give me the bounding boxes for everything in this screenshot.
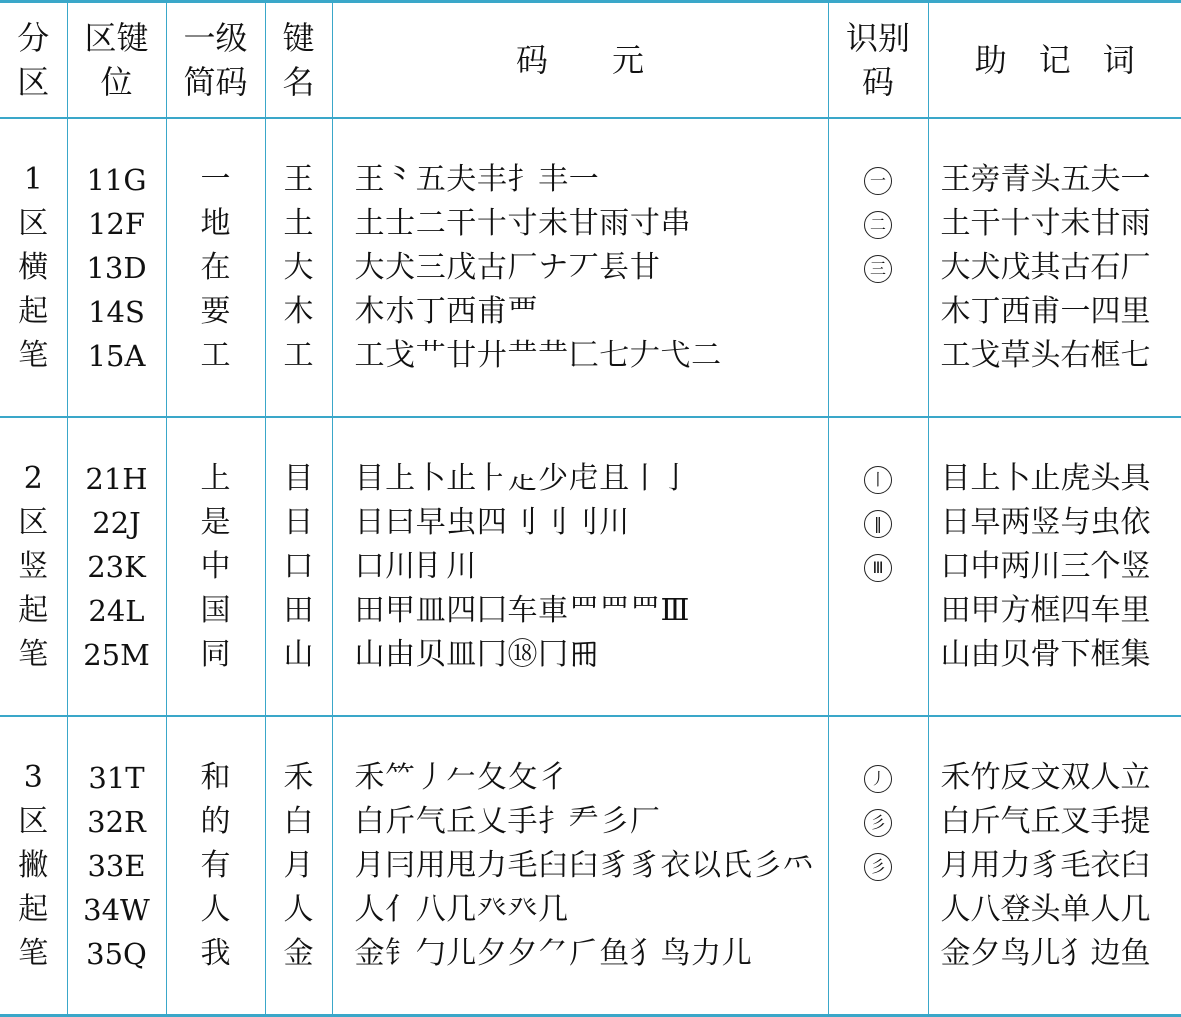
id-code-line (829, 457, 928, 501)
circled-id-code: 一 (864, 167, 892, 195)
code-elements-line: 工戈艹廿廾龷龷匚七𠂇弋二 (333, 334, 828, 378)
key-position-line: 21H (68, 457, 166, 501)
code-elements-line: 田甲皿四囗车車罒罒罒Ⅲ (333, 589, 828, 633)
zone-line: 横 (0, 246, 67, 290)
id-code-line (829, 633, 928, 677)
key-position-line: 11G (68, 158, 166, 202)
level1-code-line: 有 (167, 844, 265, 888)
key-name-cell (265, 716, 332, 1016)
level1-code-line: 人 (167, 888, 265, 932)
zone-line: 区 (0, 501, 67, 545)
id-code-line (829, 756, 928, 800)
key-position-line: 22J (68, 501, 166, 545)
code-elements-line: 目上卜止⺊龰少虍且丨亅 (333, 457, 828, 501)
key-position-line: 24L (68, 589, 166, 633)
level1-code-line: 的 (167, 800, 265, 844)
header-code-elements: 码 元 (332, 2, 828, 119)
circled-id-code: 二 (864, 211, 892, 239)
id-code-line (829, 202, 928, 246)
key-name-line: 目 (266, 457, 332, 501)
code-elements-cell (332, 716, 828, 1016)
circled-id-code: ‖ (864, 510, 892, 538)
level1-code-line: 国 (167, 589, 265, 633)
table-row (0, 417, 1181, 716)
key-name-line: 白 (266, 800, 332, 844)
mnemonic-line: 人八登头单人几 (929, 888, 1181, 932)
header-level1-code: 一级 简码 (166, 2, 265, 119)
key-position-line: 34W (68, 888, 166, 932)
header-row (0, 2, 1181, 119)
mnemonic-line: 王旁青头五夫一 (929, 158, 1181, 202)
zone-line: 撇 (0, 844, 67, 888)
table-body (0, 118, 1181, 1016)
key-name-line: 日 (266, 501, 332, 545)
key-name-line: 工 (266, 334, 332, 378)
zone-cell (0, 417, 67, 716)
key-name-line: 山 (266, 633, 332, 677)
key-position-line: 12F (68, 202, 166, 246)
level1-code-cell (166, 417, 265, 716)
level1-code-line: 同 (167, 633, 265, 677)
mnemonic-cell (928, 118, 1181, 417)
zone-line: 竖 (0, 545, 67, 589)
zone-line: 笔 (0, 932, 67, 976)
mnemonic-cell (928, 716, 1181, 1016)
key-name-cell (265, 118, 332, 417)
code-elements-line: 山由贝皿冂⑱冂𠕁 (333, 633, 828, 677)
zone-line: 笔 (0, 633, 67, 677)
header-key-position: 区键 位 (67, 2, 166, 119)
id-code-cell (828, 716, 928, 1016)
key-position-line: 35Q (68, 932, 166, 976)
key-position-cell (67, 118, 166, 417)
zone-cell (0, 716, 67, 1016)
mnemonic-line: 日早两竖与虫依 (929, 501, 1181, 545)
id-code-line (829, 334, 928, 378)
mnemonic-line: 禾竹反文双人立 (929, 756, 1181, 800)
level1-code-line: 要 (167, 290, 265, 334)
code-elements-line: 月冃用甩力毛臼臼豸豸衣以氏彡⺤ (333, 844, 828, 888)
key-position-line: 23K (68, 545, 166, 589)
id-code-line (829, 589, 928, 633)
key-name-cell (265, 417, 332, 716)
mnemonic-line: 山由贝骨下框集 (929, 633, 1181, 677)
key-position-cell (67, 417, 166, 716)
code-elements-cell (332, 118, 828, 417)
mnemonic-cell (928, 417, 1181, 716)
level1-code-line: 上 (167, 457, 265, 501)
code-elements-line: 大犬三戊古厂ナ丆镸甘 (333, 246, 828, 290)
mnemonic-line: 金夕鸟儿犭边鱼 (929, 932, 1181, 976)
id-code-line (829, 932, 928, 976)
id-code-line (829, 545, 928, 589)
id-code-line (829, 158, 928, 202)
level1-code-cell (166, 118, 265, 417)
zone-line: 1 (0, 158, 67, 202)
mnemonic-line: 月用力豸毛衣臼 (929, 844, 1181, 888)
id-code-line (829, 290, 928, 334)
key-name-line: 人 (266, 888, 332, 932)
key-position-line: 32R (68, 800, 166, 844)
zone-line: 起 (0, 589, 67, 633)
zone-line: 起 (0, 888, 67, 932)
code-elements-line: 禾⺮丿𠂉夂攵彳 (333, 756, 828, 800)
id-code-line (829, 501, 928, 545)
zone-line: 笔 (0, 334, 67, 378)
code-elements-line: 王⺀五夫丰扌丰一 (333, 158, 828, 202)
id-code-line (829, 246, 928, 290)
circled-id-code: 丿 (864, 765, 892, 793)
code-elements-line: 日曰早虫四刂刂刂川 (333, 501, 828, 545)
key-name-line: 土 (266, 202, 332, 246)
key-position-line: 33E (68, 844, 166, 888)
code-elements-line: 人亻八几癶癶几 (333, 888, 828, 932)
key-position-line: 31T (68, 756, 166, 800)
mnemonic-line: 土干十寸未甘雨 (929, 202, 1181, 246)
level1-code-line: 一 (167, 158, 265, 202)
zone-line: 3 (0, 756, 67, 800)
header-id-code: 识别 码 (828, 2, 928, 119)
level1-code-line: 中 (167, 545, 265, 589)
key-position-line: 25M (68, 633, 166, 677)
zone-cell (0, 118, 67, 417)
key-position-line: 14S (68, 290, 166, 334)
mnemonic-line: 目上卜止虎头具 (929, 457, 1181, 501)
level1-code-line: 和 (167, 756, 265, 800)
key-name-line: 大 (266, 246, 332, 290)
level1-code-line: 在 (167, 246, 265, 290)
id-code-line (829, 800, 928, 844)
level1-code-line: 我 (167, 932, 265, 976)
table-row (0, 716, 1181, 1016)
key-name-line: 禾 (266, 756, 332, 800)
mnemonic-line: 大犬戊其古石厂 (929, 246, 1181, 290)
id-code-cell (828, 118, 928, 417)
level1-code-line: 是 (167, 501, 265, 545)
level1-code-cell (166, 716, 265, 1016)
id-code-cell (828, 417, 928, 716)
code-elements-line: 金钅勹儿夕夕⺈𠂆鱼犭鸟力儿 (333, 932, 828, 976)
zone-line: 区 (0, 202, 67, 246)
code-elements-line: 口川⺝川 (333, 545, 828, 589)
mnemonic-line: 工戈草头右框七 (929, 334, 1181, 378)
circled-id-code: 丨 (864, 466, 892, 494)
code-elements-line: 土士二干十寸未甘雨寸串 (333, 202, 828, 246)
header-mnemonic: 助 记 词 (928, 2, 1181, 119)
key-position-line: 13D (68, 246, 166, 290)
circled-id-code: 彡 (864, 853, 892, 881)
zone-line: 区 (0, 800, 67, 844)
key-name-line: 王 (266, 158, 332, 202)
mnemonic-line: 木丁西甫一四里 (929, 290, 1181, 334)
circled-id-code: 彡 (864, 809, 892, 837)
level1-code-line: 地 (167, 202, 265, 246)
id-code-line (829, 844, 928, 888)
zone-line: 起 (0, 290, 67, 334)
key-name-line: 田 (266, 589, 332, 633)
code-elements-line: 白斤气丘乂手扌龵彡厂 (333, 800, 828, 844)
header-zone: 分 区 (0, 2, 67, 119)
table-row (0, 118, 1181, 417)
code-elements-line: 木朩丁西甫覀 (333, 290, 828, 334)
mnemonic-line: 白斤气丘叉手提 (929, 800, 1181, 844)
key-name-line: 木 (266, 290, 332, 334)
circled-id-code: Ⅲ (864, 554, 892, 582)
code-elements-cell (332, 417, 828, 716)
mnemonic-line: 田甲方框四车里 (929, 589, 1181, 633)
id-code-line (829, 888, 928, 932)
zone-line: 2 (0, 457, 67, 501)
key-position-line: 15A (68, 334, 166, 378)
header-key-name: 键 名 (265, 2, 332, 119)
key-position-cell (67, 716, 166, 1016)
mnemonic-line: 口中两川三个竖 (929, 545, 1181, 589)
key-name-line: 口 (266, 545, 332, 589)
key-name-line: 月 (266, 844, 332, 888)
level1-code-line: 工 (167, 334, 265, 378)
key-name-line: 金 (266, 932, 332, 976)
circled-id-code: 三 (864, 255, 892, 283)
